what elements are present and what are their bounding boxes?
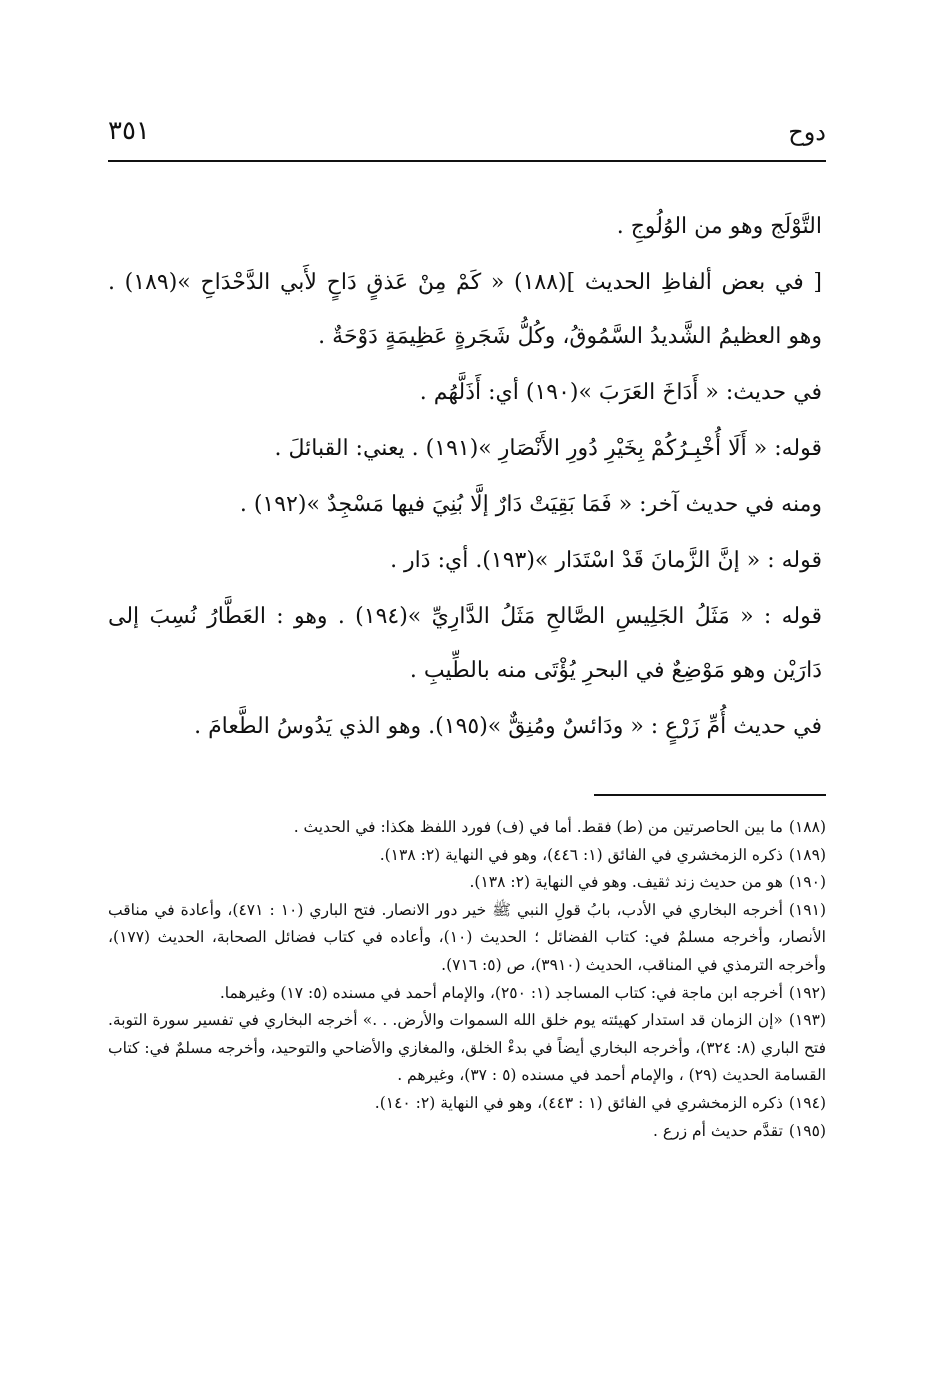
footnote <box>108 1118 826 1146</box>
running-head-word: دوح <box>788 118 826 146</box>
footnote-number: (١٩١) <box>788 900 826 919</box>
page-header <box>108 104 826 146</box>
footnote <box>108 1007 826 1090</box>
footnote-number: (١٩٢) <box>788 983 826 1002</box>
footnote-text: ذكره الزمخشري في الفائق (١: ٤٤٦)، وهو في النهاية (٢: ١٣٨). <box>379 845 783 864</box>
body-paragraph: التَّوْلَج وهو من الوُلُوجِ . <box>616 214 822 239</box>
body-paragraph: قوله : « مَثَلُ الجَلِيسِ الصَّالحِ مَثَلُ الدَّارِيِّ »(١٩٤) . وهو : العَطَّارُ نُسِبَ إلى دَارَيْن وهو مَوْضِعٌ في البحرِ يُؤْتَى منه بالطِّيبِ . <box>108 604 822 683</box>
page-number: ٣٥١ <box>108 116 150 146</box>
main-text <box>108 200 822 756</box>
footnote <box>108 1090 826 1118</box>
footnote-text: «إن الزمان قد استدار كهيئته يوم خلق الله السموات والأرض. . .» أخرجه البخاري في تفسير سورة التوبة. فتح الباري (٨: ٣٢٤)، وأخرجه البخاري أيضاً في بدءْ الخلق، والمغازي والأضاحي والتوحيد، وأخرجه مسلمٌ في: كتاب القسامة الحديث (٢٩) ، والإمام أحمد في مسنده (٥ : ٣٧)، وغيرهم . <box>108 1011 826 1085</box>
body-paragraph: ومنه في حديث آخر: « فَمَا بَقِيَتْ دَارٌ إلَّا بُنِيَ فيها مَسْجِدٌ »(١٩٢) . <box>239 492 822 517</box>
footnote-text: هو من حديث زند ثقيف. وهو في النهاية (٢: ١٣٨). <box>469 873 783 892</box>
footnote-number: (١٩٤) <box>788 1093 826 1112</box>
body-paragraph: في حديث أُمِّ زَرْعٍ : « ودَائسٌ ومُنِقٌّ »(١٩٥). وهو الذي يَدُوسُ الطَّعامَ . <box>194 714 822 739</box>
body-paragraph: في حديث: « أَدَاخَ العَرَبَ »(١٩٠) أي: أَذَلَّهُم . <box>419 380 822 405</box>
header-divider <box>108 160 826 162</box>
footnotes <box>108 814 826 1145</box>
footnote <box>108 814 826 842</box>
body-paragraph: قوله: « أَلَا أُخْبِـرُكُمْ بِخَيْرِ دُورِ الأَنْصَارِ »(١٩١) . يعني: القبائلَ . <box>274 436 822 461</box>
footnote-number: (١٨٩) <box>788 845 826 864</box>
footnote <box>108 869 826 897</box>
footnote <box>108 897 826 980</box>
body-paragraph: قوله : « إنَّ الزَّمانَ قَدْ اسْتَدَار »(١٩٣). أي: دَار . <box>390 548 822 573</box>
footnote-text: ما بين الحاصرتين من (ط) فقط. أما في (ف) فورد اللفظ هكذا: في الحديث . <box>293 818 783 836</box>
footnote-number: (١٩٣) <box>788 1011 826 1030</box>
footnote-text: أخرجه البخاري في الأدب، بابُ قولِ النبي ﷺ خير دور الانصار. فتح الباري (١٠ : ٤٧١)، وأعادة في مناقب الأنصار، وأخرجه مسلمٌ في: كتاب الفضائل ؛ الحديث (١٠)، وأعاده في كتاب فضائل الصحابة، الحديث (١٧٧)، وأخرجه الترمذي في المناقب، الحديث (٣٩١٠)، ص (٥: ٧١٦). <box>108 900 826 974</box>
footnote-number: (١٨٨) <box>788 818 826 836</box>
footnote <box>108 842 826 870</box>
footnote-text: تقدَّم حديث أم زرع . <box>652 1121 783 1140</box>
footnote-number: (١٩٥) <box>788 1121 826 1140</box>
footnote <box>108 980 826 1008</box>
body-paragraph: [ في بعض ألفاظِ الحديث ](١٨٨) « كَمْ مِنْ عَذقٍ دَاحٍ لأَبي الدَّحْدَاحِ »(١٨٩) . وهو العظيمُ الشَّديدُ السَّمُوقُ، وكُلُّ شَجَرةٍ عَظِيمَةٍ دَوْحَةٌ . <box>108 270 822 349</box>
footnote-divider <box>594 794 826 796</box>
footnote-text: ذكره الزمخشري في الفائق (١ : ٤٤٣)، وهو في النهاية (٢: ١٤٠). <box>374 1093 783 1112</box>
footnote-text: أخرجه ابن ماجة في: كتاب المساجد (١: ٢٥٠)، والإمام أحمد في مسنده (٥: ١٧) وغيرهما. <box>219 983 783 1002</box>
footnote-number: (١٩٠) <box>788 873 826 892</box>
